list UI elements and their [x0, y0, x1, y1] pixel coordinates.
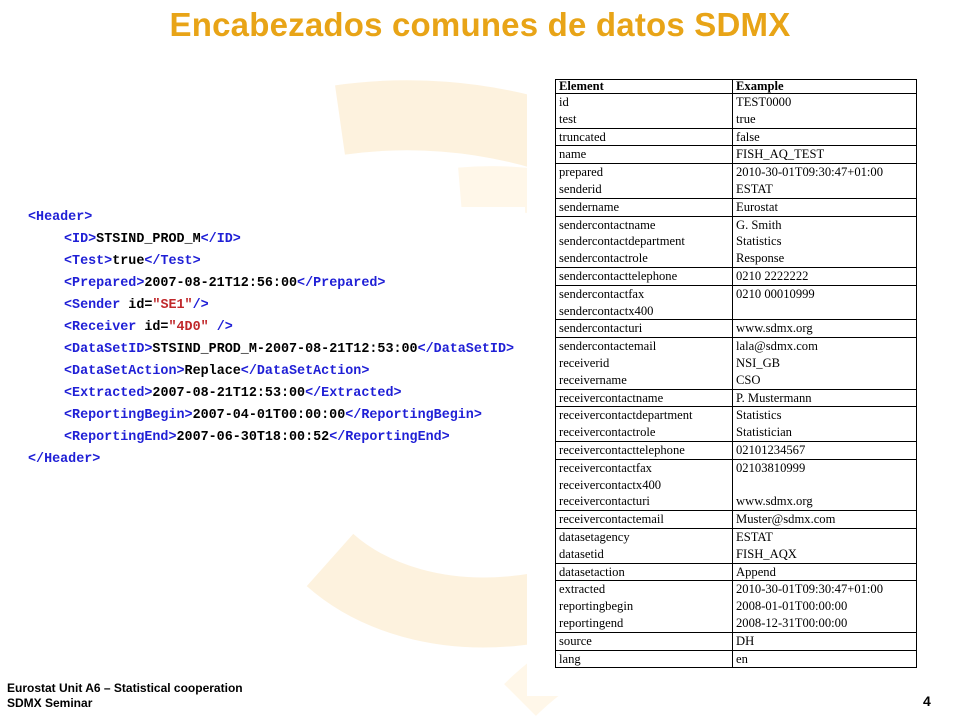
element-name: sendercontactrole	[559, 251, 648, 266]
example-cell	[733, 459, 917, 510]
example-cell	[733, 563, 917, 581]
xml-token: <ReportingBegin>	[64, 408, 193, 423]
xml-token: STSIND_PROD_M	[96, 232, 201, 247]
element-name: sendercontactemail	[559, 339, 657, 354]
example-value: DH	[736, 633, 755, 648]
xml-token: />	[208, 320, 233, 335]
example-value: CSO	[736, 372, 761, 387]
table-header-row	[556, 80, 917, 94]
xml-token: <DataSetAction>	[64, 364, 185, 379]
example-value: 0210 00010999	[736, 286, 815, 301]
xml-token: </DataSetID>	[417, 342, 515, 357]
xml-line	[64, 405, 482, 427]
table-row	[556, 563, 917, 581]
xml-token: </Prepared>	[297, 276, 386, 291]
xml-token: <DataSetID>	[64, 342, 153, 357]
example-cell	[733, 407, 917, 442]
element-name: reportingend	[559, 615, 624, 630]
example-value: 2010-30-01T09:30:47+01:00	[736, 165, 884, 180]
xml-token: STSIND_PROD_M-2007-08-21T12:53:00	[152, 342, 418, 357]
xml-token: <Header>	[28, 210, 93, 225]
xml-token: <Test>	[64, 254, 113, 269]
xml-token: "SE1"	[152, 298, 193, 313]
element-name: sendercontactdepartment	[559, 234, 685, 249]
element-name: receivercontacturi	[559, 494, 650, 509]
element-name: receivercontactdepartment	[559, 408, 693, 423]
example-value: 02101234567	[736, 442, 806, 457]
example-cell	[733, 285, 917, 320]
table-row	[556, 389, 917, 407]
example-value: www.sdmx.org	[736, 321, 813, 336]
table-row	[556, 459, 917, 510]
example-value: ESTAT	[736, 529, 773, 544]
element-cell	[556, 511, 733, 529]
example-value: true	[736, 111, 756, 126]
table-row	[556, 441, 917, 459]
example-cell	[733, 128, 917, 146]
element-cell	[556, 528, 733, 563]
example-value: Response	[736, 251, 785, 266]
example-value: FISH_AQX	[736, 546, 797, 561]
element-table-panel	[527, 72, 940, 696]
table-row	[556, 128, 917, 146]
footer	[7, 681, 243, 711]
table-row	[556, 320, 917, 338]
example-value: Muster@sdmx.com	[736, 512, 836, 527]
example-cell	[733, 389, 917, 407]
element-name: sendercontactx400	[559, 303, 654, 318]
xml-token: </Header>	[28, 452, 101, 467]
element-name: receivercontactrole	[559, 425, 656, 440]
xml-token: <Extracted>	[64, 386, 153, 401]
table-row	[556, 650, 917, 668]
example-cell	[733, 164, 917, 199]
element-name: sendercontactfax	[559, 286, 645, 301]
element-name: sendercontacturi	[559, 321, 643, 336]
table-row	[556, 338, 917, 389]
example-cell	[733, 528, 917, 563]
example-value	[736, 303, 913, 320]
element-name: id	[559, 95, 569, 109]
example-cell	[733, 632, 917, 650]
xml-token: </Test>	[144, 254, 201, 269]
xml-token: </ReportingEnd>	[329, 430, 450, 445]
example-cell	[733, 511, 917, 529]
example-cell	[733, 94, 917, 129]
xml-token: <Receiver	[64, 320, 145, 335]
element-cell	[556, 632, 733, 650]
element-name: extracted	[559, 582, 606, 597]
element-cell	[556, 407, 733, 442]
xml-line	[28, 449, 100, 471]
xml-line	[64, 339, 514, 361]
table-row	[556, 94, 917, 129]
element-cell	[556, 338, 733, 389]
xml-header-code	[28, 207, 525, 477]
element-cell	[556, 216, 733, 267]
table-row	[556, 581, 917, 632]
xml-token: </ID>	[200, 232, 241, 247]
xml-token: 2007-04-01T00:00:00	[192, 408, 346, 423]
element-name: receivercontactfax	[559, 460, 652, 475]
element-cell	[556, 267, 733, 285]
xml-token: </Extracted>	[305, 386, 402, 401]
xml-line	[64, 295, 209, 317]
example-value: Statistician	[736, 425, 792, 440]
example-cell	[733, 338, 917, 389]
column-header-example: Example	[733, 80, 917, 94]
element-cell	[556, 459, 733, 510]
example-cell	[733, 198, 917, 216]
element-name: datasetaction	[559, 564, 625, 579]
element-name: reportingbegin	[559, 599, 634, 614]
element-example-table	[555, 79, 917, 668]
element-name: senderid	[559, 181, 602, 196]
element-name: datasetid	[559, 546, 604, 561]
xml-token: <Sender	[64, 298, 129, 313]
example-value: Eurostat	[736, 199, 778, 214]
table-row	[556, 407, 917, 442]
xml-token: true	[112, 254, 145, 269]
element-cell	[556, 563, 733, 581]
example-value: NSI_GB	[736, 355, 781, 370]
xml-token: </ReportingBegin>	[345, 408, 482, 423]
xml-token: id=	[128, 298, 153, 313]
element-name: source	[559, 633, 592, 648]
element-name: receivercontactx400	[559, 477, 662, 492]
table-row	[556, 164, 917, 199]
xml-line	[64, 361, 369, 383]
element-name: sendercontactname	[559, 217, 656, 232]
example-cell	[733, 320, 917, 338]
example-cell	[733, 146, 917, 164]
example-value: Append	[736, 564, 776, 579]
element-cell	[556, 128, 733, 146]
element-cell	[556, 198, 733, 216]
footer-organization: Eurostat Unit A6 – Statistical cooperation	[7, 681, 243, 695]
example-value: 2008-12-31T00:00:00	[736, 615, 848, 630]
xml-token: 2007-06-30T18:00:52	[176, 430, 330, 445]
xml-token: 2007-08-21T12:56:00	[144, 276, 298, 291]
xml-token: Replace	[184, 364, 241, 379]
example-cell	[733, 267, 917, 285]
example-cell	[733, 216, 917, 267]
xml-line	[64, 273, 385, 295]
xml-token: <ReportingEnd>	[64, 430, 177, 445]
footer-seminar: SDMX Seminar	[7, 696, 93, 710]
example-value: FISH_AQ_TEST	[736, 147, 825, 162]
element-cell	[556, 285, 733, 320]
xml-token: />	[192, 298, 209, 313]
table-row	[556, 632, 917, 650]
example-value: Statistics	[736, 408, 782, 423]
table-row	[556, 511, 917, 529]
element-cell	[556, 581, 733, 632]
table-row	[556, 285, 917, 320]
example-cell	[733, 581, 917, 632]
element-name: lang	[559, 651, 581, 666]
example-value: 2008-01-01T00:00:00	[736, 599, 848, 614]
example-value: P. Mustermann	[736, 390, 812, 405]
example-value: 02103810999	[736, 460, 806, 475]
element-name: receivercontactemail	[559, 512, 664, 527]
table-row	[556, 216, 917, 267]
xml-line	[64, 229, 241, 251]
element-name: receivercontactname	[559, 390, 664, 405]
element-name: sendercontacttelephone	[559, 268, 678, 283]
example-cell	[733, 650, 917, 668]
example-value: ESTAT	[736, 181, 773, 196]
example-value: Statistics	[736, 234, 782, 249]
example-value: false	[736, 129, 760, 144]
element-cell	[556, 320, 733, 338]
xml-token: </DataSetAction>	[240, 364, 370, 379]
example-value: www.sdmx.org	[736, 494, 813, 509]
xml-line	[64, 427, 450, 449]
table-row	[556, 198, 917, 216]
table-row	[556, 267, 917, 285]
element-cell	[556, 164, 733, 199]
element-cell	[556, 389, 733, 407]
element-cell	[556, 146, 733, 164]
element-name: test	[559, 111, 577, 126]
xml-token: "4D0"	[168, 320, 209, 335]
xml-line	[64, 383, 402, 405]
table-row	[556, 528, 917, 563]
element-name: name	[559, 147, 587, 162]
example-value: en	[736, 651, 748, 666]
slide-title: Encabezados comunes de datos SDMX	[169, 6, 791, 43]
element-name: datasetagency	[559, 529, 630, 544]
example-value: 0210 2222222	[736, 268, 809, 283]
table-row	[556, 146, 917, 164]
xml-token: <ID>	[64, 232, 97, 247]
element-cell	[556, 94, 733, 129]
element-name: sendername	[559, 199, 620, 214]
example-value: 2010-30-01T09:30:47+01:00	[736, 582, 884, 597]
element-name: receivername	[559, 372, 627, 387]
xml-line	[28, 207, 92, 229]
example-value: lala@sdmx.com	[736, 339, 818, 354]
element-name: receiverid	[559, 355, 610, 370]
example-value: G. Smith	[736, 217, 782, 232]
xml-line	[64, 317, 233, 339]
xml-token: <Prepared>	[64, 276, 145, 291]
example-value	[736, 477, 913, 494]
xml-token: 2007-08-21T12:53:00	[152, 386, 306, 401]
element-cell	[556, 441, 733, 459]
example-cell	[733, 441, 917, 459]
xml-token: id=	[144, 320, 169, 335]
element-name: receivercontacttelephone	[559, 442, 685, 457]
example-value: TEST0000	[736, 95, 792, 109]
element-cell	[556, 650, 733, 668]
element-name: prepared	[559, 165, 604, 180]
xml-line	[64, 251, 201, 273]
column-header-element: Element	[556, 80, 733, 94]
element-name: truncated	[559, 129, 606, 144]
page-number: 4	[923, 693, 931, 709]
